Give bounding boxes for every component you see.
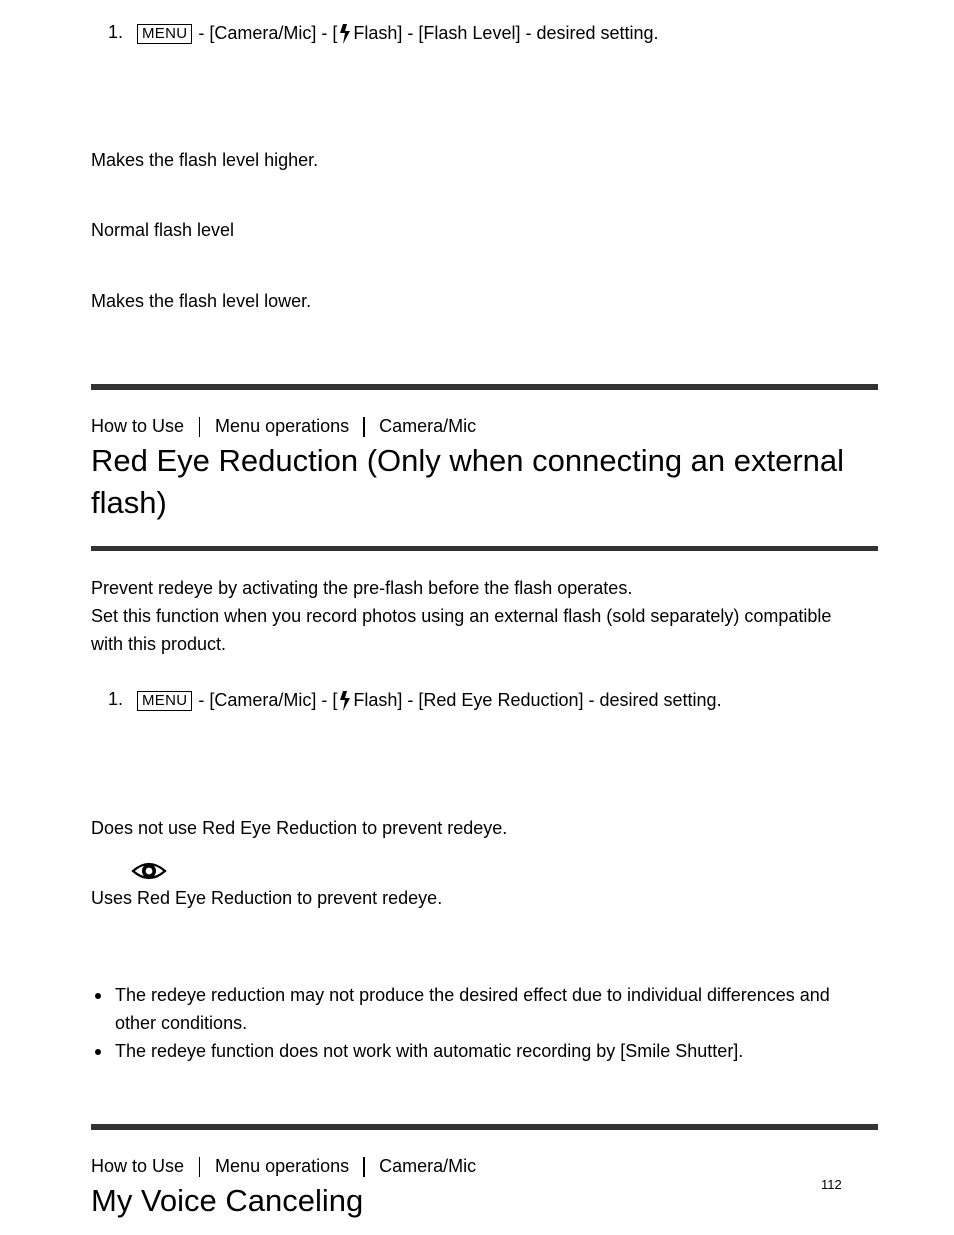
step-text-start: - [Camera/Mic] - [ xyxy=(198,690,338,710)
flash-level-step xyxy=(137,19,659,47)
flash-icon xyxy=(338,690,352,712)
breadcrumb xyxy=(91,1154,476,1178)
step-text-start: - [Camera/Mic] - [ xyxy=(198,23,338,43)
menu-key: MENU xyxy=(137,24,192,44)
note-text: The redeye function does not work with automatic recording by [Smile Shutter]. xyxy=(115,1041,744,1061)
red-eye-step xyxy=(137,686,722,714)
page-title-continued: flash) xyxy=(91,485,167,520)
step-text-end: Flash] - [Red Eye Reduction] - desired setting. xyxy=(353,690,722,710)
step-number: 1. xyxy=(108,22,124,42)
intro-text: Set this function when you record photos using an external flash (sold separately) compatible xyxy=(91,606,832,626)
breadcrumb-item[interactable]: How to Use xyxy=(91,1156,185,1176)
breadcrumb-item[interactable]: How to Use xyxy=(91,416,185,436)
step-number: 1. xyxy=(108,689,124,709)
option-description: Normal flash level xyxy=(91,220,235,240)
breadcrumb-separator xyxy=(363,417,365,437)
section-divider xyxy=(91,1124,878,1130)
breadcrumb-item[interactable]: Camera/Mic xyxy=(379,416,477,436)
step-text-end: Flash] - [Flash Level] - desired setting. xyxy=(353,23,659,43)
title-underline xyxy=(91,546,878,551)
breadcrumb xyxy=(91,414,476,438)
breadcrumb-item[interactable]: Menu operations xyxy=(215,416,350,436)
option-description: Does not use Red Eye Reduction to prevent redeye. xyxy=(91,818,508,838)
bullet-dot xyxy=(95,993,101,999)
breadcrumb-item[interactable]: Menu operations xyxy=(215,1156,350,1176)
note-item xyxy=(91,1037,878,1065)
option-description: Makes the flash level lower. xyxy=(91,291,312,311)
intro-text: Prevent redeye by activating the pre-flash before the flash operates. xyxy=(91,578,633,598)
breadcrumb-separator xyxy=(363,1157,365,1177)
note-text: The redeye reduction may not produce the desired effect due to individual differences and xyxy=(115,985,830,1005)
breadcrumb-separator xyxy=(199,417,200,437)
note-item xyxy=(91,981,878,1037)
option-description: Makes the flash level higher. xyxy=(91,150,319,170)
menu-key: MENU xyxy=(137,691,192,711)
page-number: 112 xyxy=(821,1177,842,1192)
option-description: Uses Red Eye Reduction to prevent redeye. xyxy=(91,888,443,908)
breadcrumb-item[interactable]: Camera/Mic xyxy=(379,1156,477,1176)
page-title: Red Eye Reduction (Only when connecting an external xyxy=(91,443,845,478)
intro-text: with this product. xyxy=(91,634,227,654)
note-text-continued: other conditions. xyxy=(115,1013,248,1033)
section-divider xyxy=(91,384,878,390)
flash-icon xyxy=(338,23,352,45)
page-title: My Voice Canceling xyxy=(91,1183,364,1218)
bullet-dot xyxy=(95,1049,101,1055)
breadcrumb-separator xyxy=(199,1157,200,1177)
